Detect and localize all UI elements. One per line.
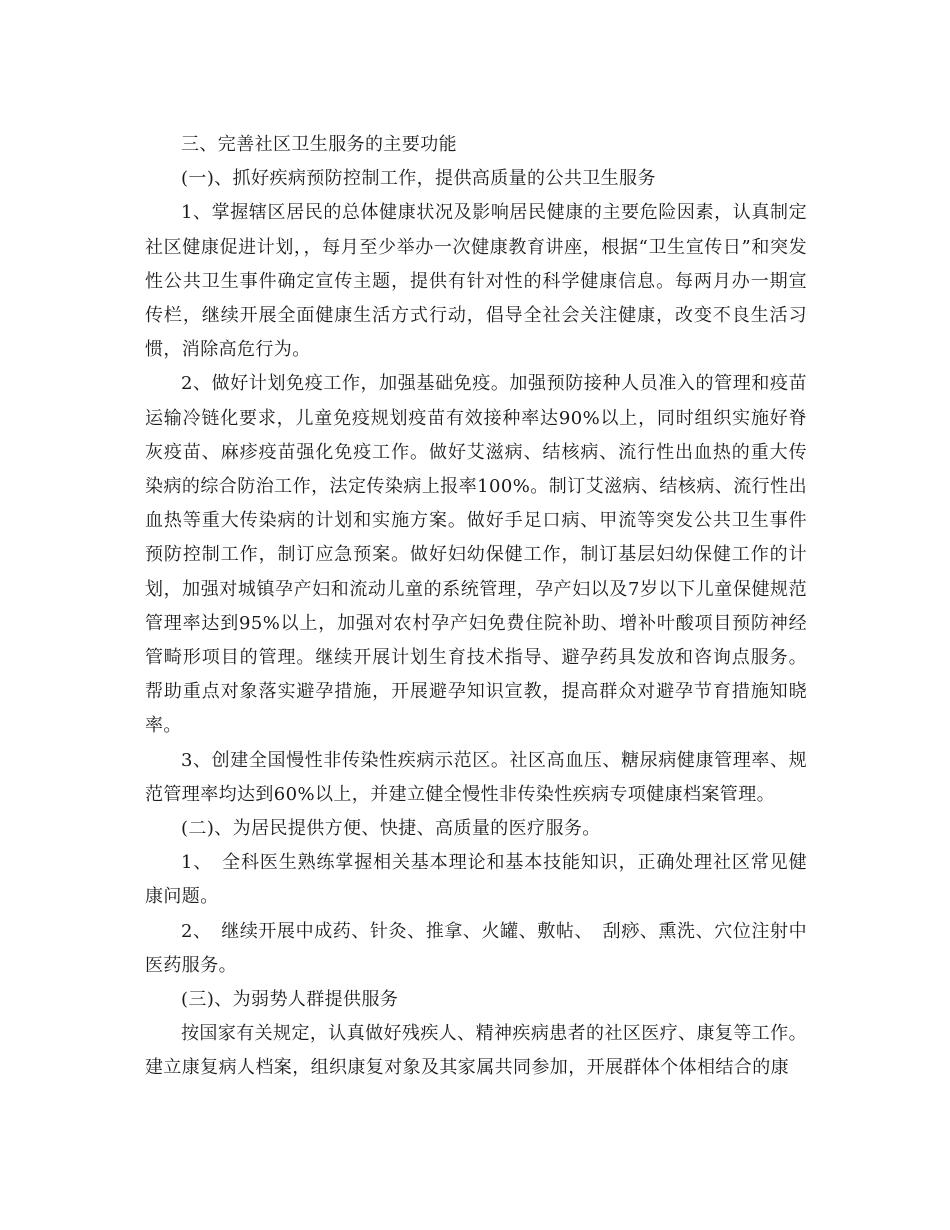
subsection-heading-1: (一)、抓好疾病预防控制工作，提供高质量的公共卫生服务 [181, 168, 656, 190]
subsection-heading-3: (三)、为弱势人群提供服务 [181, 989, 399, 1011]
document-body [145, 128, 807, 1086]
section-heading: 三、完善社区卫生服务的主要功能 [181, 134, 457, 155]
paragraph-general-practitioners: 1、 全科医生熟练掌握相关基本理论和基本技能知识，正确处理社区常见健康问题。 [145, 852, 807, 908]
paragraph-tcm-services: 2、 继续开展中成药、针灸、推拿、火罐、敷帖、 刮痧、熏洗、穴位注射中医药服务。 [145, 920, 807, 976]
paragraph-vulnerable-groups: 按国家有关规定，认真做好残疾人、精神疾病患者的社区医疗、康复等工作。建立康复病人档案，组织康复对象及其家属共同参加，开展群体个体相结合的康 [145, 1023, 807, 1079]
subsection-heading-2: (二)、为居民提供方便、快捷、高质量的医疗服务。 [181, 818, 601, 840]
paragraph-chronic-disease: 3、创建全国慢性非传染性疾病示范区。社区高血压、糖尿病健康管理率、规范管理率均达到60%以上，并建立健全慢性非传染性疾病专项健康档案管理。 [145, 749, 807, 805]
paragraph-immunization: 2、做好计划免疫工作，加强基础免疫。加强预防接种人员准入的管理和疫苗运输冷链化要求，儿童免疫规划疫苗有效接种率达90%以上，同时组织实施好脊灰疫苗、麻疹疫苗强化免疫工作。做好艾滋病、结核病、流行性出血热的重大传染病的综合防治工作，法定传染病上报率100%。制订艾滋病、结核病、流行性出血热等重大传染病的计划和实施方案。做好手足口病、甲流等突发公共卫生事件预防控制工作，制订应急预案。做好妇幼保健工作，制订基层妇幼保健工作的计划，加强对城镇孕产妇和流动儿童的系统管理，孕产妇以及7岁以下儿童保健规范管理率达到95%以上，加强对农村孕产妇免费住院补助、增补叶酸项目预防神经管畸形项目的管理。继续开展计划生育技术指导、避孕药具发放和咨询点服务。帮助重点对象落实避孕措施，开展避孕知识宣教，提高群众对避孕节育措施知晓率。 [145, 373, 807, 737]
paragraph-health-education: 1、掌握辖区居民的总体健康状况及影响居民健康的主要危险因素，认真制定社区健康促进计划，，每月至少举办一次健康教育讲座，根据“卫生宣传日”和突发性公共卫生事件确定宣传主题，提供有针对性的科学健康信息。每两月办一期宣传栏，继续开展全面健康生活方式行动，倡导全社会关注健康，改变不良生活习惯，消除高危行为。 [145, 202, 807, 361]
